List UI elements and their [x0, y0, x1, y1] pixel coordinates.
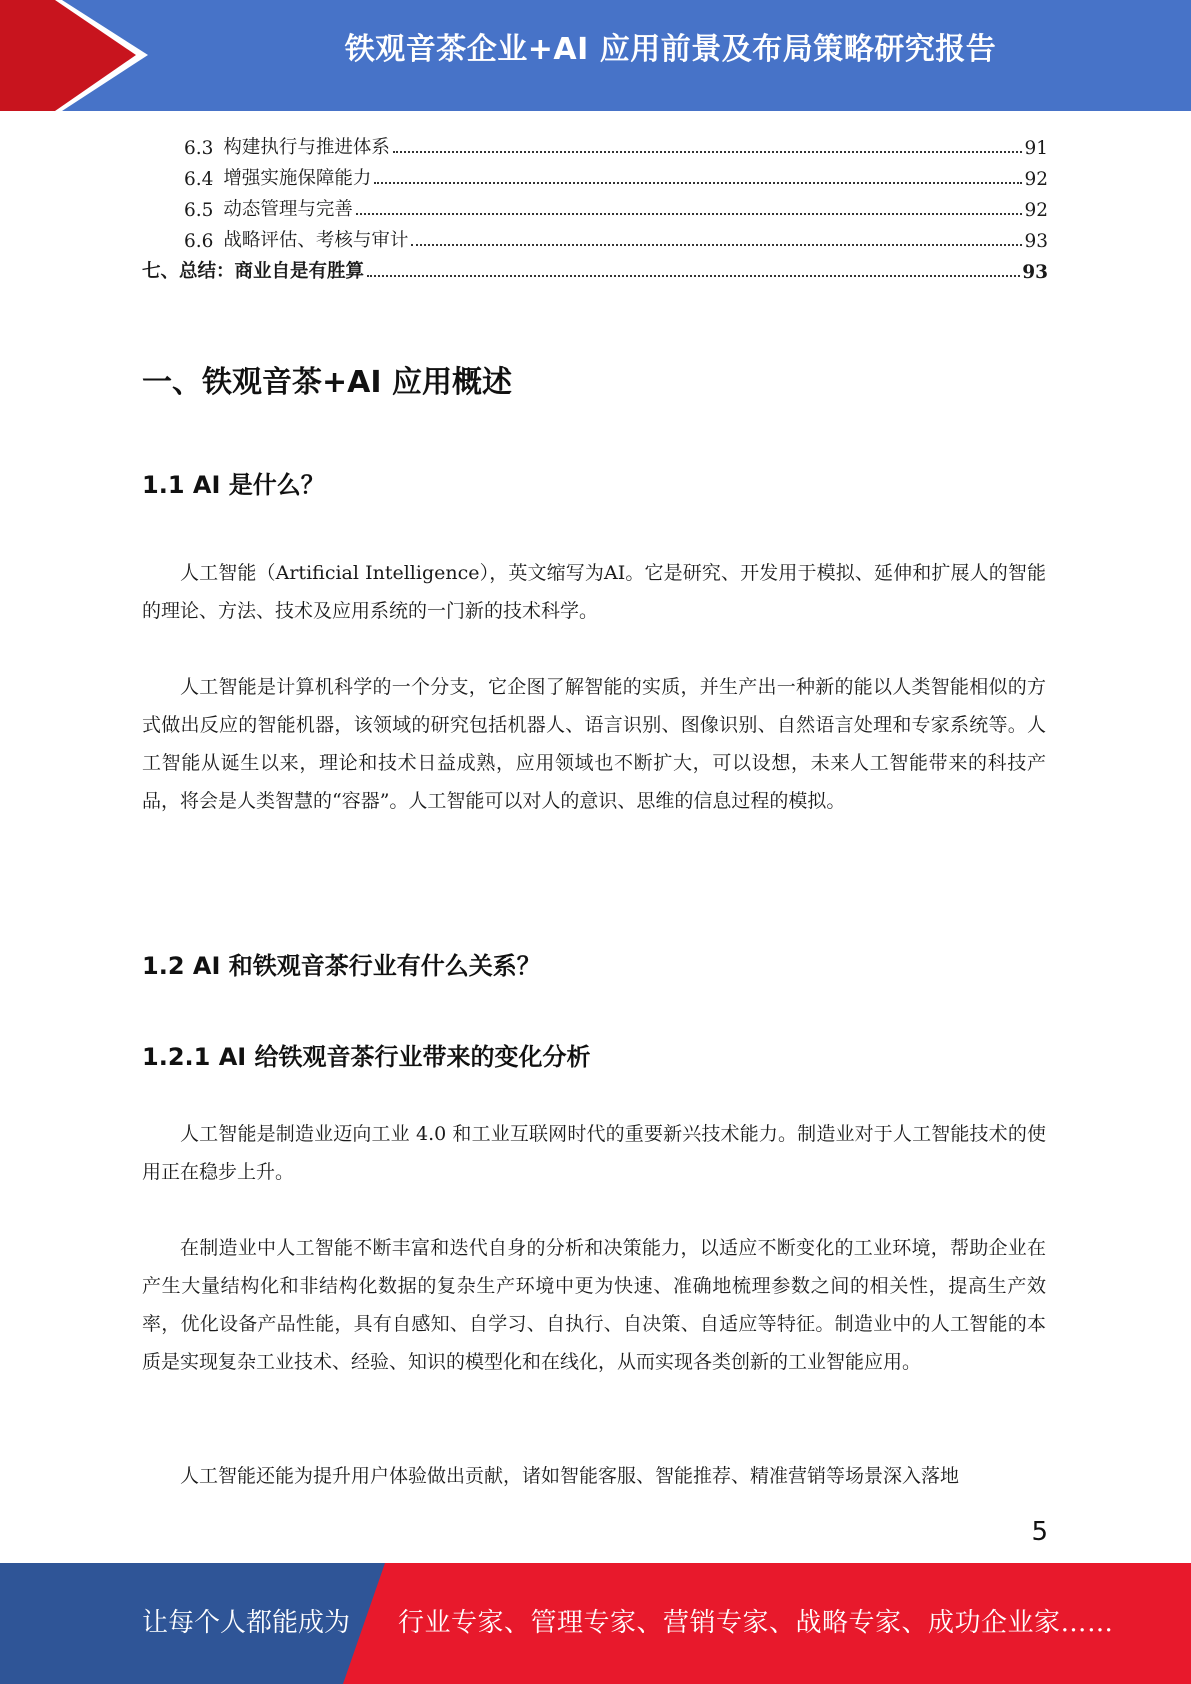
toc-leader — [374, 182, 1022, 184]
toc-number: 6.6 — [184, 231, 214, 252]
section-heading: 1.1 AI 是什么？ — [142, 471, 325, 499]
toc-page: 93 — [1022, 262, 1048, 283]
section-heading: 1.2 AI 和铁观音茶行业有什么关系？ — [142, 952, 541, 980]
toc-leader — [367, 275, 1020, 277]
toc-label: 战略评估、考核与审计 — [223, 230, 409, 251]
body-paragraph: 人工智能是制造业迈向工业 4.0 和工业互联网时代的重要新兴技术能力。制造业对于人工智能技术的使用正在稳步上升。 — [142, 1123, 1046, 1183]
toc-leader — [411, 244, 1022, 246]
page-footer — [0, 1563, 1191, 1684]
toc-entry[interactable] — [142, 159, 1048, 190]
toc-entry[interactable] — [142, 190, 1048, 221]
toc-page: 93 — [1024, 231, 1048, 252]
toc-entry[interactable] — [142, 128, 1048, 159]
toc-number: 6.4 — [184, 169, 214, 190]
toc-entry-chapter[interactable] — [142, 252, 1048, 283]
toc-page: 91 — [1024, 138, 1048, 159]
footer-slogan-right: 行业专家、管理专家、营销专家、战略专家、成功企业家…… — [398, 1608, 1114, 1638]
toc-label: 七、总结：商业自是有胜算 — [142, 261, 365, 282]
toc-page: 92 — [1024, 169, 1048, 190]
toc-entry[interactable] — [142, 221, 1048, 252]
toc-number: 6.3 — [184, 138, 214, 159]
header-red-chevron — [0, 0, 150, 111]
body-paragraph: 在制造业中人工智能不断丰富和迭代自身的分析和决策能力，以适应不断变化的工业环境，帮助企业在产生大量结构化和非结构化数据的复杂生产环境中更为快速、准确地梳理参数之间的相关性，提高生产效率，优化设备产品性能，具有自感知、自学习、自执行、自决策、自适应等特征。制造业中的人工智能的本质是实现复杂工业技术、经验、知识的模型化和在线化，从而实现各类创新的工业智能应用。 — [142, 1237, 1046, 1373]
toc-number: 6.5 — [184, 200, 214, 221]
body-paragraph: 人工智能还能为提升用户体验做出贡献，诸如智能客服、智能推荐、精准营销等场景深入落地 — [180, 1465, 960, 1487]
chapter-heading: 一、铁观音茶+AI 应用概述 — [142, 365, 512, 400]
body-paragraph: 人工智能（Artificial Intelligence），英文缩写为AI。它是研究、开发用于模拟、延伸和扩展人的智能的理论、方法、技术及应用系统的一门新的技术科学。 — [142, 562, 1046, 622]
subsection-heading: 1.2.1 AI 给铁观音茶行业带来的变化分析 — [142, 1043, 591, 1071]
toc-leader — [393, 151, 1023, 153]
page-number: 5 — [1031, 1517, 1048, 1547]
toc-leader — [356, 213, 1023, 215]
table-of-contents — [142, 128, 1048, 283]
toc-label: 增强实施保障能力 — [223, 168, 372, 189]
toc-label: 构建执行与推进体系 — [223, 137, 390, 158]
toc-page: 92 — [1024, 200, 1048, 221]
header-title: 铁观音茶企业+AI 应用前景及布局策略研究报告 — [344, 32, 997, 67]
footer-slogan-left: 让每个人都能成为 — [142, 1608, 351, 1638]
page-header — [0, 0, 1191, 111]
toc-label: 动态管理与完善 — [223, 199, 353, 220]
body-paragraph: 人工智能是计算机科学的一个分支，它企图了解智能的实质，并生产出一种新的能以人类智能相似的方式做出反应的智能机器，该领域的研究包括机器人、语言识别、图像识别、自然语言处理和专家系统等。人工智能从诞生以来，理论和技术日益成熟，应用领域也不断扩大，可以设想，未来人工智能带来的科技产品，将会是人类智慧的“容器”。人工智能可以对人的意识、思维的信息过程的模拟。 — [142, 676, 1046, 812]
